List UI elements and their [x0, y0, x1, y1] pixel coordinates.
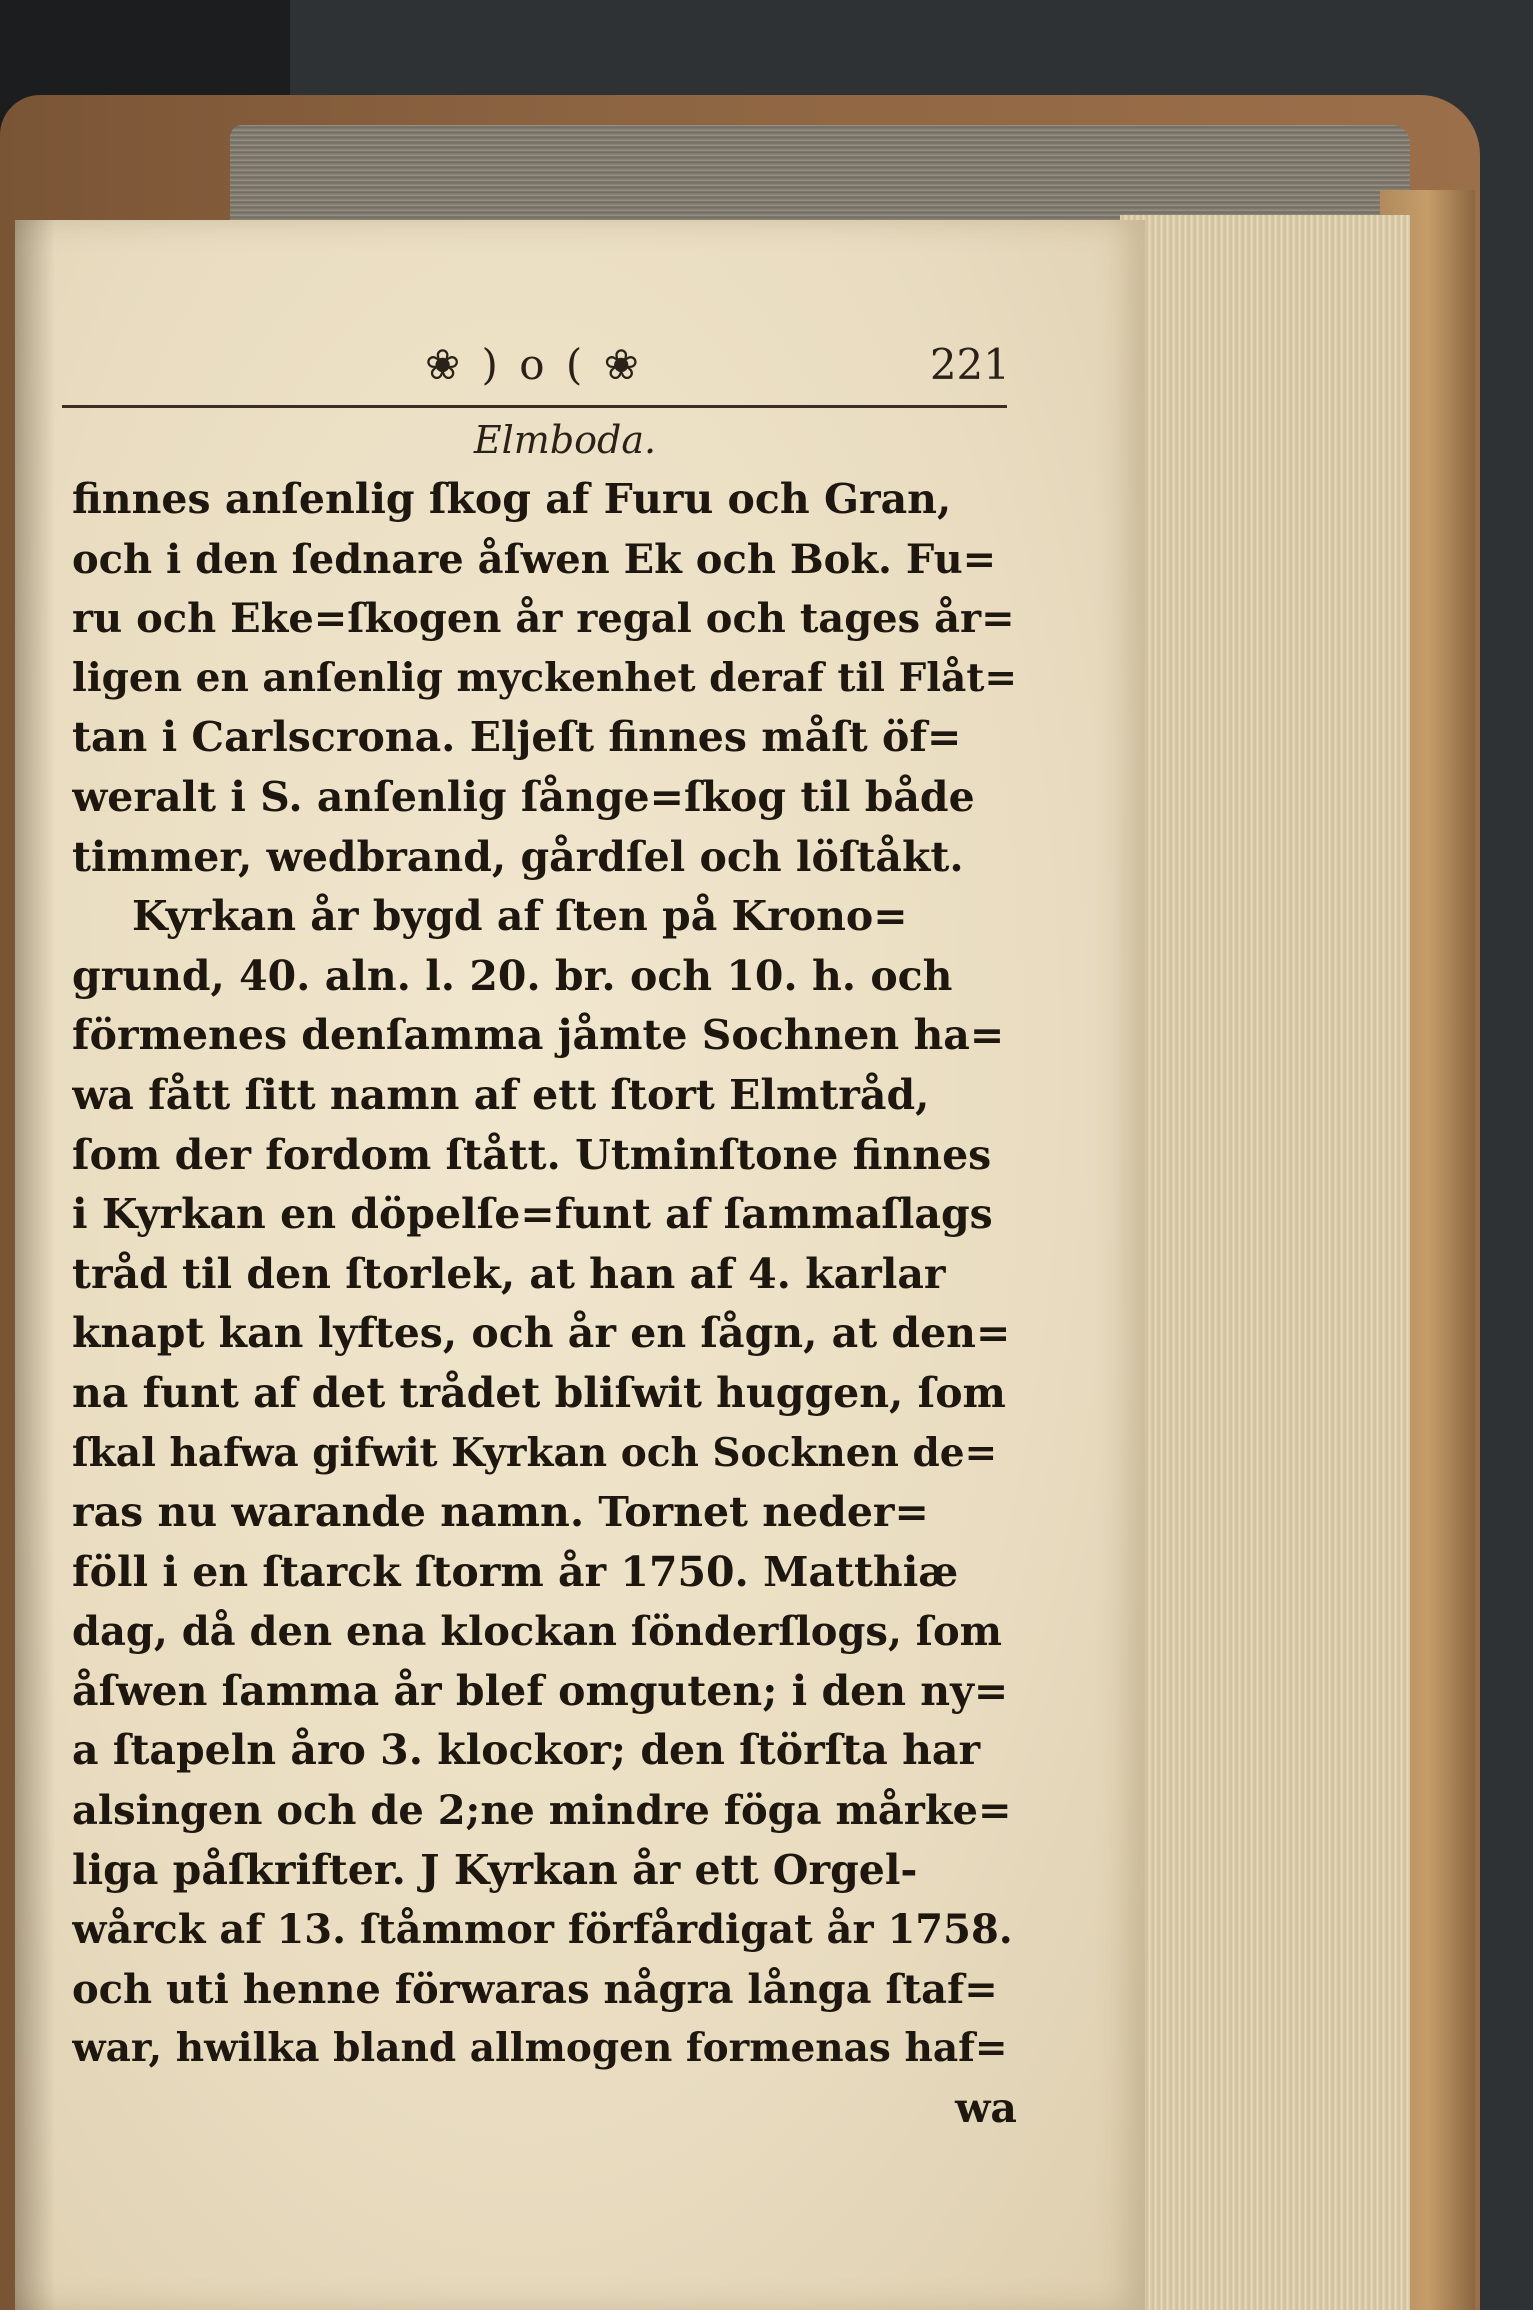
text-line: weralt i S. anſenlig ſånge=ſkog til både — [72, 772, 975, 821]
text-line: timmer, wedbrand, gårdſel och löſtåkt. — [72, 832, 964, 881]
text-line: dag, då den ena klockan ſönderſlogs, ſom — [72, 1608, 1002, 1656]
text-line: och uti henne förwaras några långa ſtaf= — [72, 1965, 998, 2013]
text-line: grund, 40. aln. l. 20. br. och 10. h. och — [72, 951, 953, 1000]
text-line: finnes anſenlig ſkog af Furu och Gran, — [72, 475, 952, 523]
text-line: ligen en anſenlig myckenhet deraf til Flåt= — [72, 654, 1017, 701]
text-line: alsingen och de 2;ne mindre föga mårke= — [72, 1787, 1012, 1835]
running-header — [60, 340, 1010, 400]
page-number: 221 — [929, 340, 1010, 389]
text-line: ru och Eke=ſkogen år regal och tages år= — [72, 595, 1015, 643]
text-line: wa fått ſitt namn af ett ſtort Elmtråd, — [72, 1070, 930, 1119]
text-line: åſwen ſamma år blef omguten; i den ny= — [72, 1666, 1009, 1715]
text-line: war, hwilka bland allmogen formenas haf= — [72, 2025, 1008, 2072]
gutter-shadow — [15, 220, 55, 2310]
page-stack — [1120, 215, 1410, 2310]
text-line: tan i Carlscrona. Eljeſt finnes måſt öf= — [72, 713, 962, 762]
text-line: wårck af 13. ſtåmmor förfårdigat år 1758. — [72, 1906, 1013, 1954]
text-line: knapt kan lyftes, och år en ſågn, at den= — [72, 1309, 1011, 1358]
text-line: i Kyrkan en döpelſe=funt af ſammaſlags — [72, 1190, 993, 1239]
text-line: förmenes denſamma jåmte Sochnen ha= — [72, 1011, 1005, 1060]
header-rule — [62, 405, 1007, 408]
text-line: ras nu warande namn. Tornet neder= — [72, 1488, 929, 1537]
text-line: tråd til den ſtorlek, at han af 4. karlar — [72, 1249, 946, 1298]
catchword: wa — [955, 2084, 1017, 2133]
body-text — [72, 470, 1017, 2139]
section-place-name: Elmboda. — [473, 418, 657, 462]
text-line: föll i en ſtarck ſtorm år 1750. Matthiæ — [72, 1547, 959, 1596]
text-line: na funt af det trådet bliſwit huggen, ſom — [72, 1368, 1006, 1417]
text-line: liga påſkrifter. J Kyrkan år ett Orgel- — [72, 1845, 918, 1894]
text-line: ſom der fordom ſtått. Utminſtone finnes — [72, 1130, 992, 1179]
text-line: a ſtapeln åro 3. klockor; den ſtörſta har — [72, 1726, 981, 1775]
text-line: ſkal hafwa gifwit Kyrkan och Socknen de= — [72, 1429, 998, 1476]
text-line: Kyrkan år bygd af ſten på Krono= — [132, 892, 908, 941]
text-line: och i den ſednare åſwen Ek och Bok. Fu= — [72, 535, 997, 583]
header-ornament: ❀ ) o ( ❀ — [425, 340, 643, 389]
